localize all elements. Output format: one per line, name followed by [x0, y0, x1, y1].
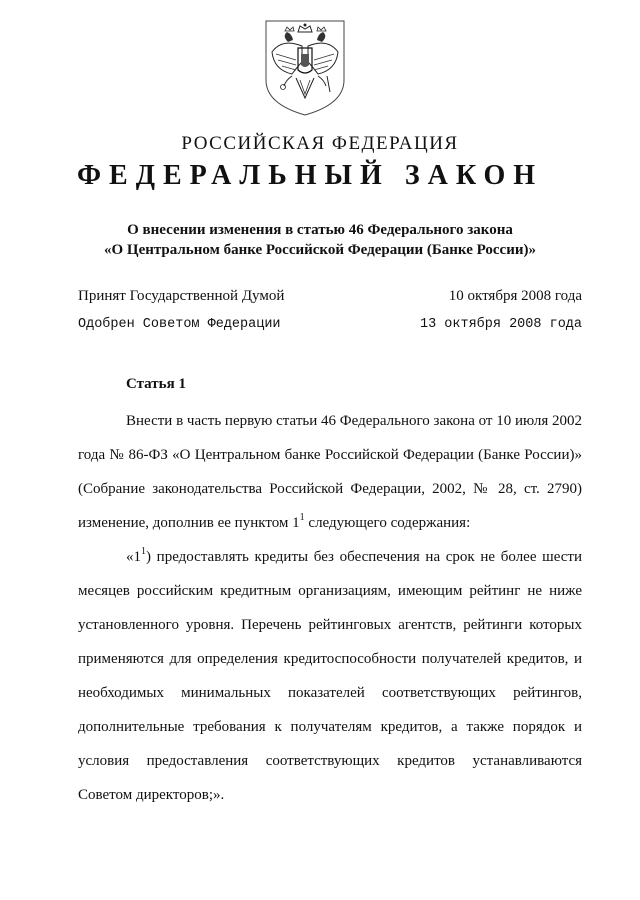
article-paragraph-1 — [78, 404, 582, 540]
law-subject — [0, 220, 640, 260]
paragraph-2-text: ) предоставлять кредиты без обеспечения на срок не более шести месяцев российским кредитным организациям, имеющим рейтинг не ниже установленного уровня. Перечень рейтинговых агентств, рейтинги которых применяются для определения кредитоспособности получателей кредитов, и необходимых минимальных показателей соответствующих рейтингов, дополнительные требования к получателям кредитов, а также порядок и условия предоставления соответствующих кредитов устанавливаются Советом директоров;». — [78, 549, 582, 803]
duma-adoption-date: 10 октября 2008 года — [448, 288, 582, 304]
coat-of-arms-emblem — [262, 18, 348, 118]
council-approval-row — [78, 317, 582, 332]
paragraph-2-text-start: «1 — [126, 549, 141, 565]
law-subject-line-1: О внесении изменения в статью 46 Федерального закона — [127, 222, 513, 238]
council-approval-date: 13 октября 2008 года — [419, 317, 582, 332]
paragraph-1-text: Внести в часть первую статьи 46 Федерального закона от 10 июля 2002 года № 86-ФЗ «О Центральном банке Российской Федерации (Банке России)» (Собрание законодательства Российской Федерации, 2002, № 28, ст. 2790) изменение, дополнив ее пунктом 1 — [78, 413, 582, 531]
council-approval-label: Одобрен Советом Федерации — [78, 317, 281, 332]
duma-adoption-label: Принят Государственной Думой — [78, 288, 285, 304]
law-subject-line-2: «О Центральном банке Российской Федерации (Банке России)» — [103, 242, 536, 258]
article-heading: Статья 1 — [126, 376, 186, 392]
double-headed-eagle-icon — [262, 18, 348, 118]
superscript: 1 — [299, 512, 305, 523]
article-body — [78, 404, 582, 812]
superscript: 1 — [141, 546, 146, 557]
article-paragraph-2 — [78, 540, 582, 812]
country-name: РОССИЙСКАЯ ФЕДЕРАЦИЯ — [181, 133, 459, 154]
duma-adoption-row — [78, 288, 582, 305]
document-type-title: ФЕДЕРАЛЬНЫЙ ЗАКОН — [77, 160, 543, 191]
paragraph-1-text-end: следующего содержания: — [304, 515, 471, 531]
